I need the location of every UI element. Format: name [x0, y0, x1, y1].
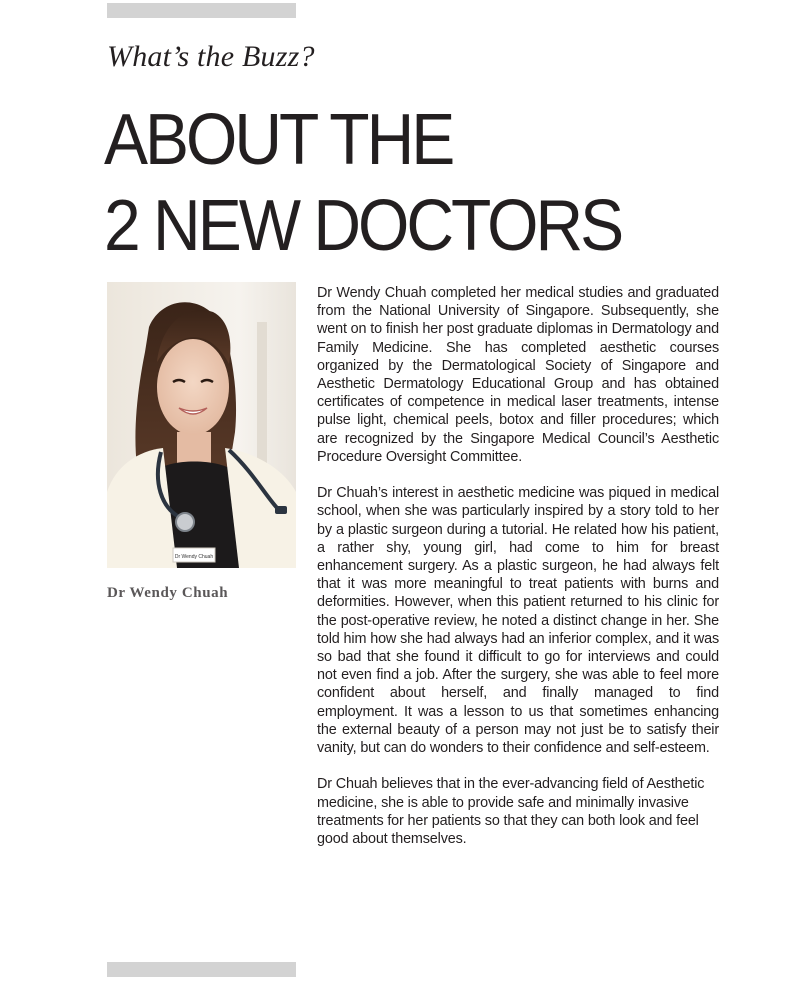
- article-paragraph: Dr Chuah believes that in the ever-advancing field of Aesthetic medicine, she is able to provide safe and minimally invasive treatments for her patients so that they can both look and feel good about themselves.: [317, 776, 705, 848]
- title-line-2: 2 NEW DOCTORS: [104, 184, 622, 266]
- doctor-portrait-photo: [107, 282, 296, 568]
- article-paragraph: Dr Chuah’s interest in aesthetic medicine was piqued in medical school, when she was particularly inspired by a story told to her by a plastic surgeon during a tutorial. He related how his patient, a rather shy, young girl, had come to him for breast enhancement surgery. As a plastic surgeon, he had always felt that it was more meaningful to treat patients with burns and deformities. However, when this patient returned to his clinic for the post-operative review, he noted a distinct change in her. She told him how she had always had an inferior complex, and it was so bad that she found it difficult to go for interviews and could not even find a job. After the surgery, she was able to feel more confident about herself, and finally managed to find employment. It was a lesson to us that sometimes enhancing the external beauty of a person may not just be to satisfy their vanity, but can do wonders to their confidence and self-esteem.: [317, 485, 719, 757]
- title-line-1: ABOUT THE: [104, 98, 453, 180]
- page-title: [104, 96, 621, 268]
- top-divider-bar: [107, 3, 296, 18]
- section-kicker: What’s the Buzz?: [107, 40, 315, 73]
- name-badge-text: Dr Wendy Chuah: [174, 554, 214, 560]
- bottom-divider-bar: [107, 962, 296, 977]
- article-paragraph: Dr Wendy Chuah completed her medical studies and graduated from the National University of Singapore. Subsequently, she went on to finish her post graduate diplomas in Dermatology and Family Medicine. She has completed aesthetic courses organized by the Dermatological Society of Singapore and Aesthetic Dermatology Educational Group and has obtained certificates of competence in medical laser treatments, intense pulse light, chemical peels, botox and filler procedures; which are recognized by the Singapore Medical Council’s Aesthetic Procedure Oversight Committee.: [317, 285, 719, 465]
- article-body: [317, 284, 719, 866]
- photo-caption: Dr Wendy Chuah: [107, 585, 229, 601]
